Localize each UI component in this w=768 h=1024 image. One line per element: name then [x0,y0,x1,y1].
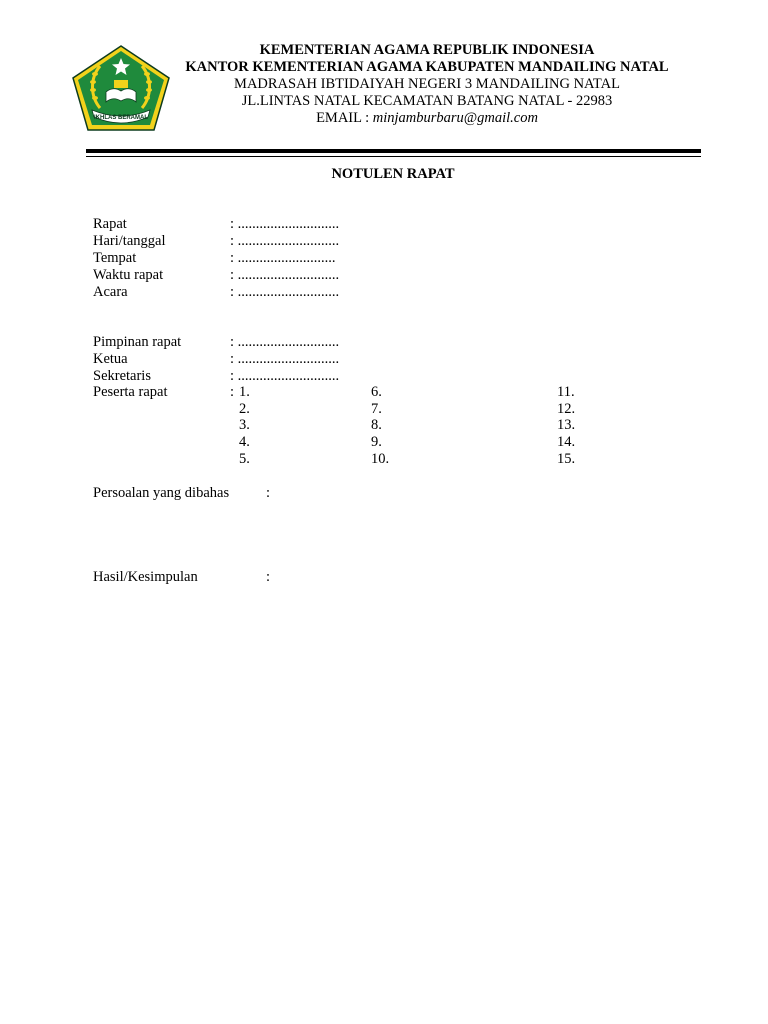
field-label: Rapat [93,216,127,232]
field-value: : ............................ [230,334,340,350]
document-title: NOTULEN RAPAT [331,166,455,182]
discussion-colon: : [266,485,271,501]
participant-number: 6. [371,384,382,400]
header-email [150,110,704,127]
participant-number: 4. [239,434,250,450]
letterhead [150,42,704,127]
result-label: Hasil/Kesimpulan [93,569,198,585]
participant-number: 1. [239,384,250,400]
header-address: JL.LINTAS NATAL KECAMATAN BATANG NATAL - 22983 [241,93,613,109]
participant-number: 12. [557,401,576,417]
email-label: EMAIL : [316,110,373,126]
field-colon: : [230,384,235,400]
participant-number: 5. [239,451,250,467]
field-value: : ............................ [230,233,340,249]
header-school: MADRASAH IBTIDAIYAH NEGERI 3 MANDAILING NATAL [234,76,620,92]
field-value: : ............................ [230,368,340,384]
participant-number: 14. [557,434,576,450]
participant-number: 13. [557,417,576,433]
participant-number: 15. [557,451,576,467]
email-value: minjamburbaru@gmail.com [372,110,538,126]
participant-number: 2. [239,401,250,417]
logo-motto: IKHLAS BERAMAL [94,115,148,121]
participant-number: 8. [371,417,382,433]
participant-number: 11. [557,384,575,400]
discussion-label: Persoalan yang dibahas [93,485,230,501]
field-label: Hari/tanggal [93,233,166,249]
field-label: Peserta rapat [93,384,168,400]
field-value: : ............................ [230,351,340,367]
participant-number: 3. [239,417,250,433]
participant-number: 7. [371,401,382,417]
field-label: Acara [93,284,128,300]
field-value: : ............................ [230,216,340,232]
participant-number: 10. [371,451,390,467]
header-office: KANTOR KEMENTERIAN AGAMA KABUPATEN MANDAILING NATAL [185,59,669,75]
header-divider-thin [86,156,701,157]
header-divider-thick [86,149,701,153]
field-label: Sekretaris [93,368,151,384]
header-ministry: KEMENTERIAN AGAMA REPUBLIK INDONESIA [259,42,595,58]
field-label: Ketua [93,351,128,367]
field-value: : ............................ [230,267,340,283]
field-value: : ........................... [230,250,336,266]
field-label: Waktu rapat [93,267,164,283]
result-colon: : [266,569,271,585]
field-value: : ............................ [230,284,340,300]
participant-number: 9. [371,434,382,450]
field-label: Pimpinan rapat [93,334,182,350]
field-label: Tempat [93,250,137,266]
